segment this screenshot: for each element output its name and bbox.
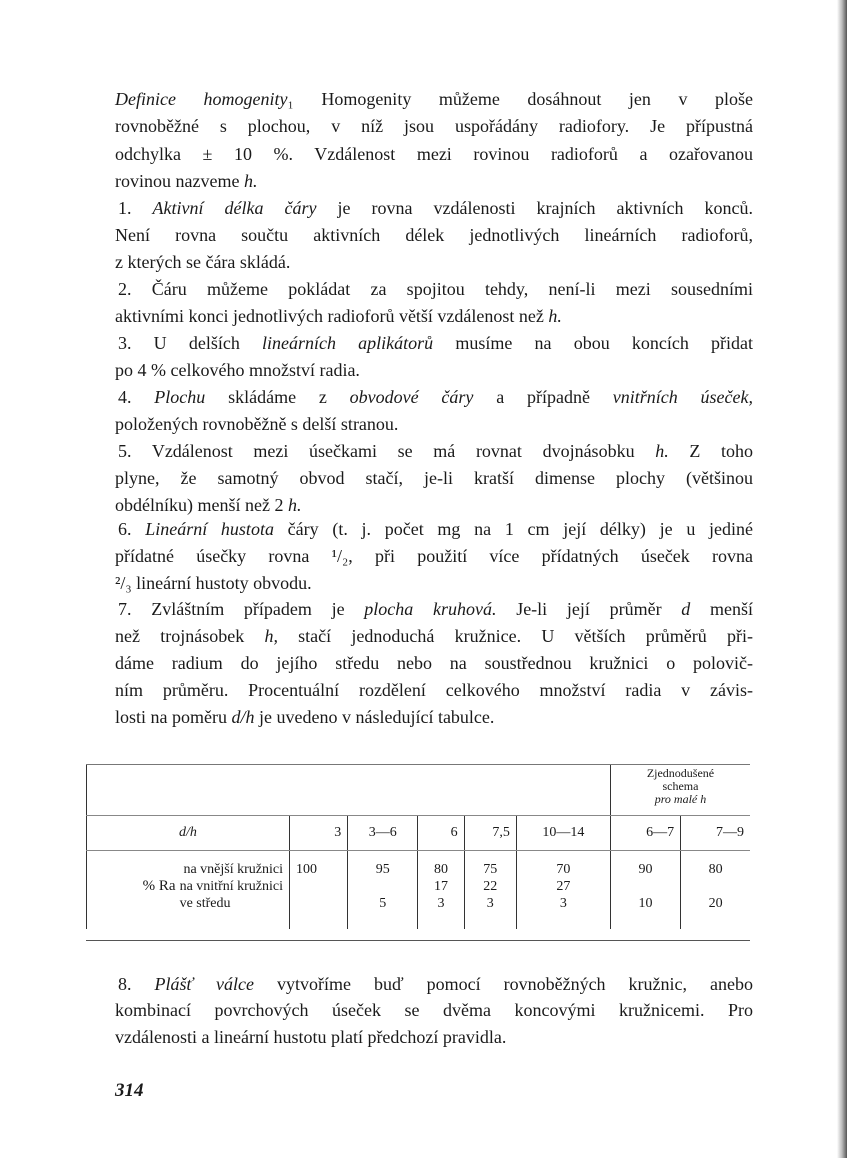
text-line — [115, 467, 753, 489]
emphasis-text: Definice homogenity — [115, 89, 288, 109]
value-cell — [681, 851, 750, 930]
text-line — [115, 1026, 753, 1048]
text-segment: z kterých se čára skládá. — [115, 252, 291, 272]
table-header-blank — [87, 765, 611, 816]
table-bottom-rule — [86, 940, 750, 941]
text-segment: 6. — [118, 519, 146, 539]
value: 100 — [296, 862, 317, 877]
text-line — [115, 706, 753, 728]
column-header: 7,5 — [464, 816, 516, 851]
row-labels-cell — [87, 851, 290, 930]
page-binding-edge — [837, 0, 847, 1158]
value-cell — [290, 851, 348, 930]
text-segment: Je-li její průměr — [496, 599, 682, 619]
emphasis-text: h. — [243, 171, 258, 191]
text-line — [115, 652, 753, 674]
value — [296, 895, 341, 912]
schema-header-text: pro malé h — [654, 792, 707, 806]
text-segment: losti na poměru — [115, 707, 232, 727]
schema-header-line — [617, 793, 744, 806]
value: 70 — [556, 862, 571, 877]
text-segment: rovnoběžné s plochou, v níž jsou uspořádány radiofory. Je přípustná — [115, 116, 753, 136]
text-segment: čáry (t. j. počet mg na 1 cm její délky) je u jediné — [273, 519, 754, 539]
text-line — [115, 413, 753, 435]
text-segment: dáme radium do jejího středu nebo na soustřednou kružnici o polovič- — [115, 653, 753, 673]
text-line — [118, 440, 753, 462]
value: 95 — [375, 862, 390, 877]
page-number: 314 — [115, 1080, 144, 1101]
value: 90 — [638, 862, 653, 877]
text-segment: rovinou nazveme — [115, 171, 244, 191]
text-line — [118, 278, 753, 300]
text-segment: Z toho — [668, 441, 753, 461]
text-line — [118, 386, 753, 408]
text-segment: odchylka ± 10 %. Vzdálenost mezi rovinou radioforů a ozařovanou — [115, 144, 753, 164]
text-segment: menší — [690, 599, 753, 619]
text-line — [115, 359, 753, 381]
text-line — [118, 518, 753, 540]
value-cell — [516, 851, 610, 930]
simplified-schema-header — [610, 765, 750, 816]
text-segment: vytvoříme buď pomocí rovnoběžných kružnic, anebo — [254, 974, 753, 994]
text-line — [115, 679, 753, 701]
emphasis-text: plocha kruhová. — [364, 599, 497, 619]
emphasis-text: h. — [287, 495, 302, 515]
value: 10 — [638, 896, 653, 911]
text-segment: stačí jednoduchá kružnice. U větších průměrů při- — [277, 626, 753, 646]
text-segment: plyne, že samotný obvod stačí, je-li kratší dimense plochy (většinou — [115, 468, 753, 488]
schema-header-line: schema — [662, 779, 699, 793]
value-cell — [464, 851, 516, 930]
value: 3 — [559, 896, 567, 911]
value: 17 — [434, 879, 448, 894]
text-line — [115, 572, 753, 594]
radium-distribution-table — [86, 765, 750, 929]
text-segment: ²/₃ lineární hustoty obvodu. — [115, 573, 312, 593]
text-segment: 3. U delších — [118, 333, 263, 353]
emphasis-text: Lineární hustota — [145, 519, 274, 539]
value-cell — [610, 851, 680, 930]
text-line — [115, 143, 753, 165]
emphasis-text: Plochu — [154, 387, 206, 407]
column-header: 3 — [290, 816, 348, 851]
emphasis-text: obvodové čáry — [349, 387, 474, 407]
column-header: 6 — [418, 816, 464, 851]
text-segment: ním průměru. Procentuální rozdělení celkového množství radia v závis- — [115, 680, 753, 700]
text-segment: je rovna vzdálenosti krajních aktivních konců. — [316, 198, 753, 218]
row-label: ve středu — [179, 896, 231, 911]
text-segment: je uvedeno v následující tabulce. — [254, 707, 495, 727]
text-segment: vzdálenosti a lineární hustotu platí předchozí pravidla. — [115, 1027, 507, 1047]
value: 3 — [486, 896, 494, 911]
text-line — [118, 332, 753, 354]
emphasis-text: d — [681, 599, 691, 619]
text-line — [115, 625, 753, 647]
emphasis-text: h, — [264, 626, 278, 646]
value-cell — [418, 851, 464, 930]
row-label: na vnější kružnici — [183, 862, 283, 877]
value — [296, 878, 341, 895]
text-segment: než trojnásobek — [115, 626, 265, 646]
text-segment: 4. — [118, 387, 155, 407]
row-label: na vnitřní kružnici — [179, 879, 283, 894]
emphasis-text: vnitřních úseček, — [612, 387, 754, 407]
value: 22 — [483, 879, 498, 894]
emphasis-text: Aktivní délka čáry — [152, 198, 317, 218]
schema-header-line: Zjednodušené — [646, 766, 715, 780]
value: 27 — [556, 879, 571, 894]
value: 75 — [483, 862, 498, 877]
text-line — [115, 88, 753, 110]
value: 3 — [437, 896, 445, 911]
value: 80 — [708, 862, 723, 877]
value — [617, 878, 674, 895]
value — [687, 878, 744, 895]
text-segment: přídatné úsečky rovna ¹/₂, při použití více přídatných úseček rovna — [115, 546, 753, 566]
text-segment: 8. — [118, 974, 155, 994]
text-line — [115, 251, 753, 273]
text-segment: po 4 % celkového množství radia. — [115, 360, 360, 380]
text-segment: a případně — [473, 387, 613, 407]
text-line — [115, 545, 753, 567]
column-header: 7—9 — [681, 816, 750, 851]
text-line — [118, 197, 753, 219]
text-segment: Není rovna součtu aktivních délek jednotlivých lineárních radioforů, — [115, 225, 753, 245]
text-segment: skládáme z — [205, 387, 350, 407]
text-segment: 2. Čáru můžeme pokládat za spojitou tehdy, není-li mezi sousedními — [118, 279, 753, 299]
text-line — [115, 999, 753, 1021]
text-segment: položených rovnoběžně s delší stranou. — [115, 414, 399, 434]
column-header: 6—7 — [610, 816, 680, 851]
emphasis-text: h. — [548, 306, 562, 326]
text-segment: ₁ Homogenity můžeme dosáhnout jen v ploše — [287, 89, 753, 109]
emphasis-text: lineárních aplikátorů — [262, 333, 434, 353]
value-cell — [348, 851, 418, 930]
value: 80 — [434, 862, 448, 877]
text-line — [115, 494, 753, 516]
dh-label-cell — [87, 816, 290, 851]
text-segment: musíme na obou koncích přidat — [433, 333, 754, 353]
text-segment: 7. Zvláštním případem je — [118, 599, 365, 619]
value: 5 — [379, 896, 387, 911]
value: 20 — [708, 896, 723, 911]
text-segment: 1. — [118, 198, 153, 218]
text-line — [118, 973, 753, 995]
row-group-label: % Ra — [142, 878, 176, 894]
column-header: 10—14 — [516, 816, 610, 851]
text-line — [115, 224, 753, 246]
emphasis-text: Plášť válce — [154, 974, 255, 994]
text-line — [115, 115, 753, 137]
text-line — [115, 305, 753, 327]
text-segment: aktivními konci jednotlivých radioforů větší vzdálenost než — [115, 306, 549, 326]
text-line — [118, 598, 753, 620]
column-header: 3—6 — [348, 816, 418, 851]
emphasis-text: h. — [655, 441, 669, 461]
text-segment: obdélníku) menší než 2 — [115, 495, 288, 515]
emphasis-text: d/h — [231, 707, 255, 727]
text-segment: 5. Vzdálenost mezi úsečkami se má rovnat dvojnásobku — [118, 441, 656, 461]
text-segment: kombinací povrchových úseček se dvěma koncovými kružnicemi. Pro — [115, 1000, 753, 1020]
value — [354, 878, 411, 895]
dh-label: d/h — [179, 825, 197, 840]
text-line — [115, 170, 753, 192]
